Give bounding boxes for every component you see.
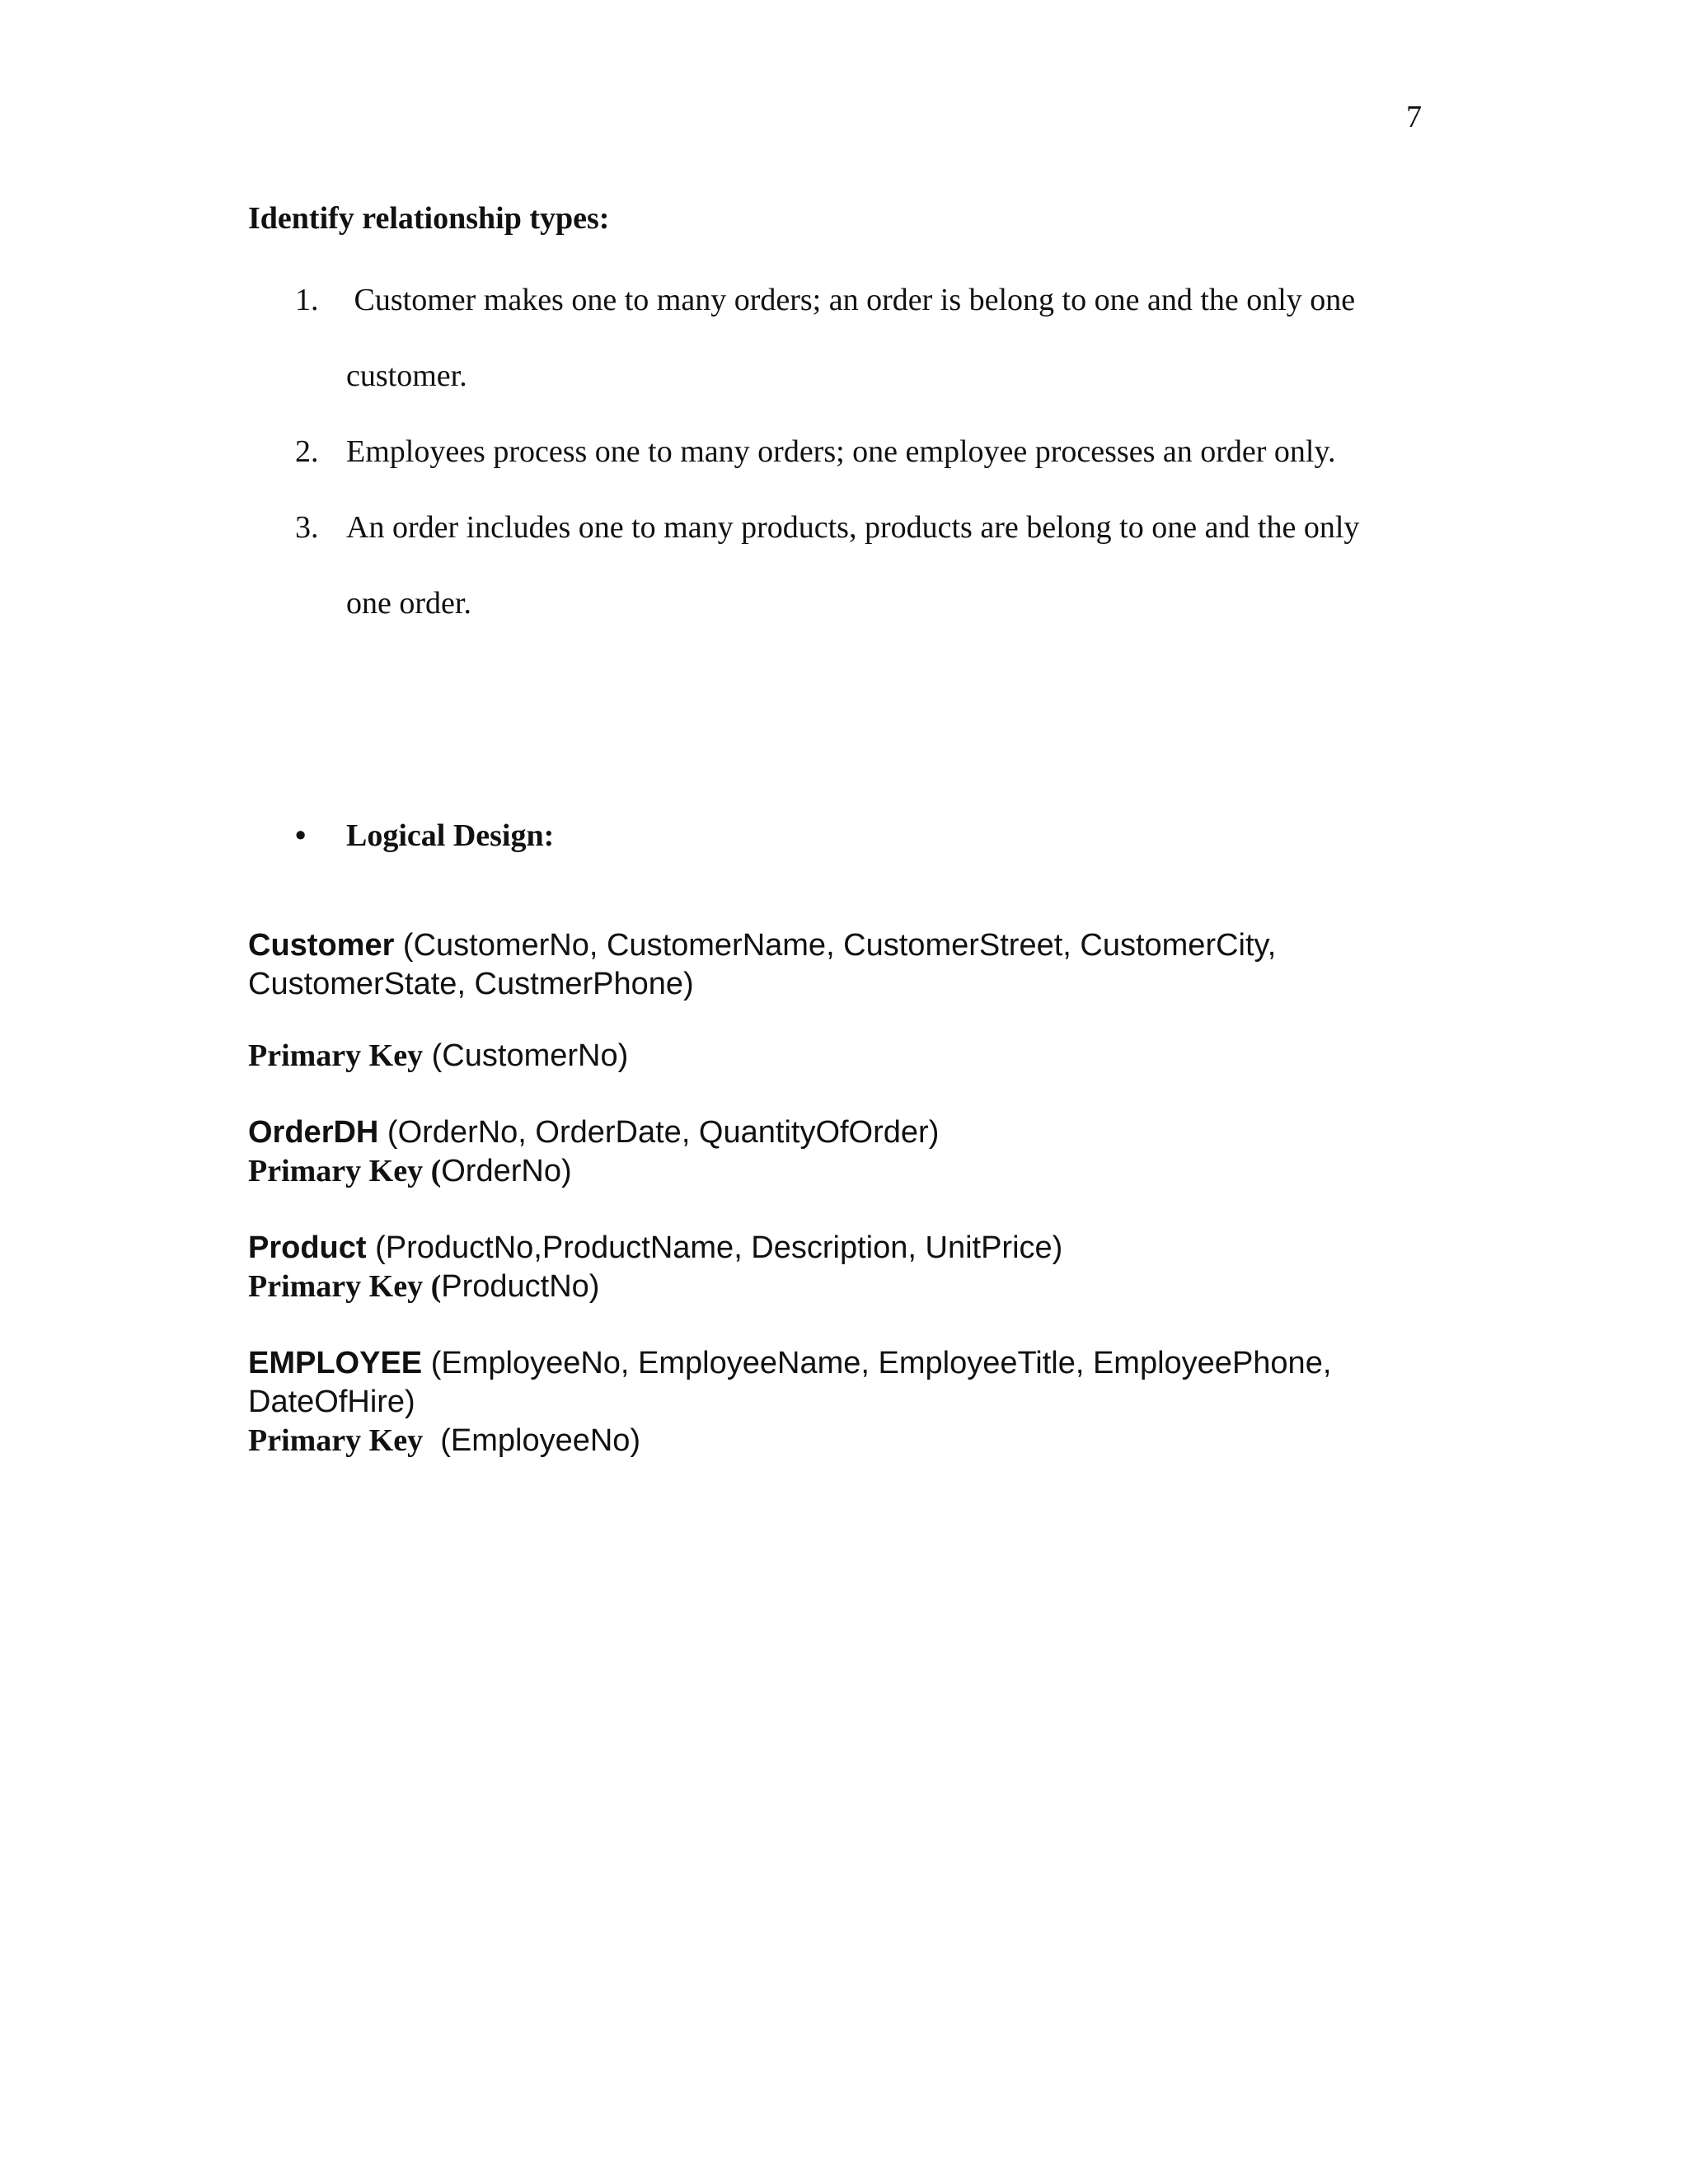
entity-attributes-continued: CustomerState, CustmerPhone): [248, 967, 694, 1001]
list-item: [295, 262, 1449, 414]
list-item-text: [346, 490, 1449, 641]
logical-design-heading: [295, 818, 554, 854]
list-item-text: Employees process one to many orders; one employee processes an order only.: [346, 434, 1336, 469]
primary-key-value: (EmployeeNo): [423, 1423, 641, 1458]
list-item-number: 3.: [295, 510, 319, 545]
primary-key-value: OrderNo): [441, 1154, 572, 1188]
entity-product: [248, 1229, 1484, 1306]
bullet-icon: •: [295, 818, 307, 853]
primary-key-paren: (: [423, 1154, 442, 1188]
primary-key-label: Primary Key: [248, 1038, 424, 1073]
entity-attributes-continued: DateOfHire): [248, 1385, 415, 1419]
primary-key-label: Primary Key: [248, 1154, 424, 1188]
entity-order: [248, 1113, 1484, 1191]
relationships-heading: Identify relationship types:: [248, 201, 610, 236]
list-item-line: one order.: [346, 586, 471, 621]
list-item-number: 2.: [295, 434, 319, 469]
entity-attributes: (CustomerNo, CustomerName, CustomerStreet, CustomerCity,: [394, 928, 1277, 963]
primary-key-value: ProductNo): [441, 1269, 600, 1304]
entity-definition: [248, 1113, 1484, 1152]
list-item-line: An order includes one to many products, products are belong to one and the only: [346, 510, 1360, 545]
primary-key-label: Primary Key: [248, 1269, 424, 1304]
entity-name: Customer: [248, 928, 395, 963]
list-item: [295, 414, 1449, 490]
primary-key-line: [248, 1268, 1484, 1306]
list-item: [295, 490, 1449, 641]
list-item-line: customer.: [346, 359, 467, 393]
entity-definition: [248, 926, 1484, 965]
entity-definition: [248, 1229, 1484, 1268]
entity-name: OrderDH: [248, 1115, 379, 1150]
logical-design-body: [248, 926, 1484, 1460]
list-item-line: Customer makes one to many orders; an order is belong to one and the only one: [346, 283, 1356, 317]
entity-employee: [248, 1344, 1484, 1460]
entity-attributes: (EmployeeNo, EmployeeName, EmployeeTitle, EmployeePhone,: [422, 1346, 1332, 1380]
entity-customer: [248, 926, 1484, 1076]
logical-design-title: Logical Design:: [346, 818, 555, 853]
primary-key-line: [248, 1152, 1484, 1191]
list-item-text: [346, 262, 1449, 414]
entity-attributes: (ProductNo,ProductName, Description, UnitPrice): [366, 1230, 1063, 1265]
entity-definition: [248, 1344, 1484, 1383]
primary-key-line: [248, 1422, 1484, 1460]
primary-key-label: Primary Key: [248, 1423, 424, 1458]
list-item-number: 1.: [295, 283, 319, 317]
page-number: 7: [1406, 100, 1422, 134]
relationships-list: [295, 262, 1449, 641]
primary-key-value: (CustomerNo): [423, 1038, 629, 1073]
entity-name: EMPLOYEE: [248, 1346, 423, 1380]
primary-key-line: [248, 1037, 1484, 1076]
primary-key-paren: (: [423, 1269, 442, 1304]
entity-name: Product: [248, 1230, 367, 1265]
entity-attributes: (OrderNo, OrderDate, QuantityOfOrder): [378, 1115, 940, 1150]
